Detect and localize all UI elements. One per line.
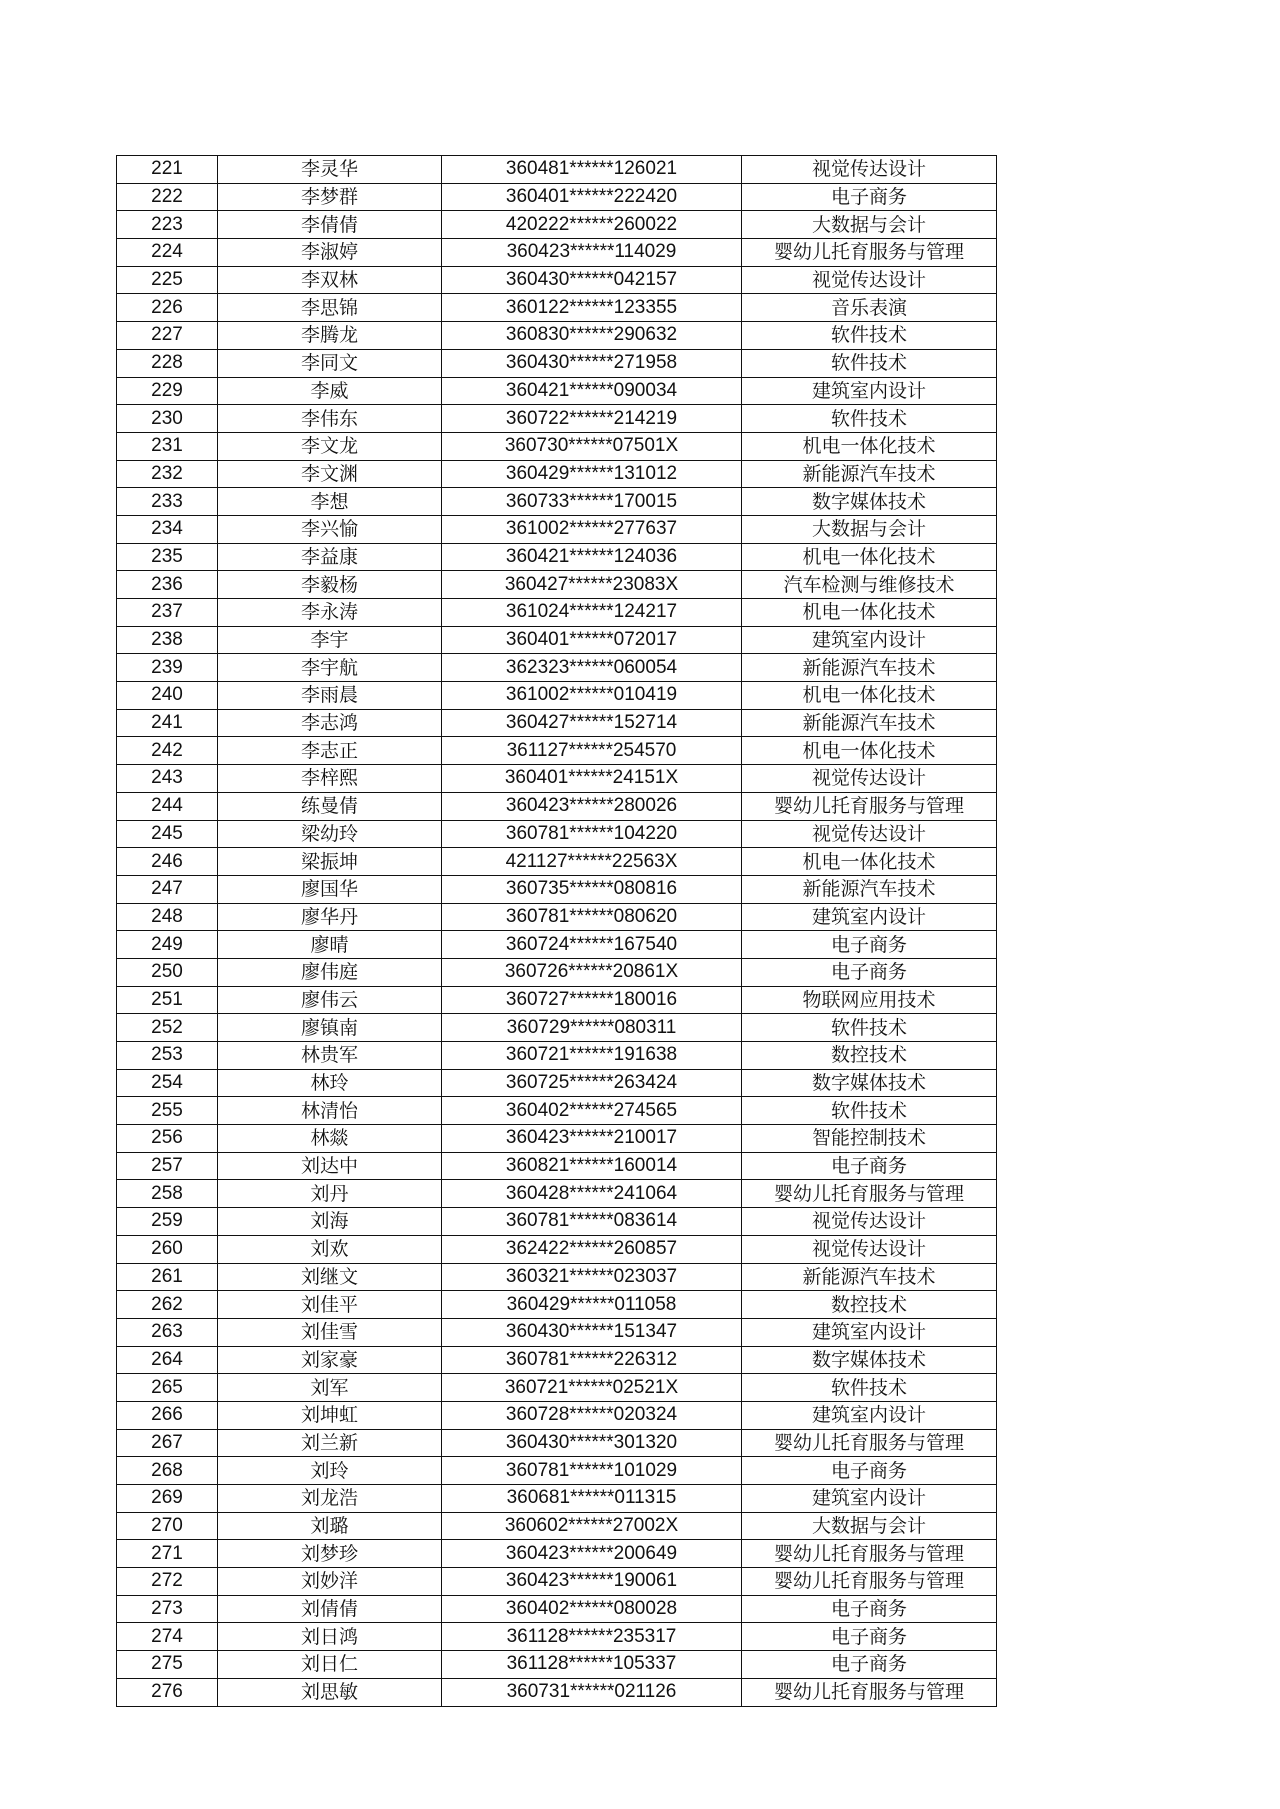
student-name-cell: 刘璐: [218, 1512, 442, 1540]
id-number-cell: 360428******241064: [442, 1180, 742, 1208]
table-row: [117, 1623, 997, 1651]
id-number-cell: 360430******151347: [442, 1318, 742, 1346]
major-cell: 大数据与会计: [742, 515, 997, 543]
table-row: [117, 515, 997, 543]
table-row: [117, 1595, 997, 1623]
row-number-cell: 224: [117, 239, 218, 267]
row-number-cell: 223: [117, 211, 218, 239]
table-row: [117, 1678, 997, 1706]
row-number-cell: 266: [117, 1401, 218, 1429]
table-row: [117, 405, 997, 433]
table-row: [117, 1208, 997, 1236]
student-name-cell: 李淑婷: [218, 239, 442, 267]
table-row: [117, 709, 997, 737]
id-number-cell: 360427******152714: [442, 709, 742, 737]
row-number-cell: 231: [117, 432, 218, 460]
table-row: [117, 1042, 997, 1070]
table-row: [117, 349, 997, 377]
student-name-cell: 李文渊: [218, 460, 442, 488]
table-row: [117, 239, 997, 267]
student-name-cell: 李灵华: [218, 156, 442, 184]
id-number-cell: 360781******226312: [442, 1346, 742, 1374]
major-cell: 软件技术: [742, 349, 997, 377]
row-number-cell: 255: [117, 1097, 218, 1125]
id-number-cell: 360725******263424: [442, 1069, 742, 1097]
table-row: [117, 1457, 997, 1485]
row-number-cell: 244: [117, 792, 218, 820]
student-name-cell: 刘欢: [218, 1235, 442, 1263]
id-number-cell: 360421******090034: [442, 377, 742, 405]
student-name-cell: 李想: [218, 488, 442, 516]
row-number-cell: 238: [117, 626, 218, 654]
id-number-cell: 420222******260022: [442, 211, 742, 239]
table-row: [117, 1346, 997, 1374]
table-row: [117, 488, 997, 516]
table-row: [117, 682, 997, 710]
table-row: [117, 654, 997, 682]
student-name-cell: 刘达中: [218, 1152, 442, 1180]
major-cell: 新能源汽车技术: [742, 1263, 997, 1291]
student-name-cell: 李倩倩: [218, 211, 442, 239]
row-number-cell: 272: [117, 1568, 218, 1596]
id-number-cell: 360729******080311: [442, 1014, 742, 1042]
major-cell: 视觉传达设计: [742, 820, 997, 848]
student-name-cell: 李伟东: [218, 405, 442, 433]
id-number-cell: 361128******235317: [442, 1623, 742, 1651]
table-row: [117, 322, 997, 350]
row-number-cell: 258: [117, 1180, 218, 1208]
major-cell: 婴幼儿托育服务与管理: [742, 1429, 997, 1457]
row-number-cell: 257: [117, 1152, 218, 1180]
id-number-cell: 361002******277637: [442, 515, 742, 543]
table-row: [117, 1097, 997, 1125]
major-cell: 机电一体化技术: [742, 432, 997, 460]
major-cell: 新能源汽车技术: [742, 460, 997, 488]
row-number-cell: 275: [117, 1651, 218, 1679]
id-number-cell: 360726******20861X: [442, 958, 742, 986]
table-row: [117, 543, 997, 571]
student-name-cell: 李梓熙: [218, 765, 442, 793]
table-row: [117, 792, 997, 820]
student-name-cell: 廖晴: [218, 931, 442, 959]
student-list-table: [116, 155, 997, 1707]
major-cell: 电子商务: [742, 958, 997, 986]
major-cell: 数控技术: [742, 1291, 997, 1319]
table-row: [117, 599, 997, 627]
row-number-cell: 222: [117, 183, 218, 211]
row-number-cell: 246: [117, 848, 218, 876]
student-name-cell: 林贵军: [218, 1042, 442, 1070]
student-name-cell: 刘佳雪: [218, 1318, 442, 1346]
row-number-cell: 267: [117, 1429, 218, 1457]
row-number-cell: 226: [117, 294, 218, 322]
student-name-cell: 刘兰新: [218, 1429, 442, 1457]
major-cell: 视觉传达设计: [742, 1208, 997, 1236]
student-name-cell: 刘坤虹: [218, 1401, 442, 1429]
table-row: [117, 1180, 997, 1208]
student-name-cell: 李毅杨: [218, 571, 442, 599]
student-name-cell: 李腾龙: [218, 322, 442, 350]
id-number-cell: 360724******167540: [442, 931, 742, 959]
major-cell: 大数据与会计: [742, 211, 997, 239]
student-name-cell: 李雨晨: [218, 682, 442, 710]
row-number-cell: 259: [117, 1208, 218, 1236]
id-number-cell: 360681******011315: [442, 1485, 742, 1513]
table-row: [117, 1014, 997, 1042]
major-cell: 视觉传达设计: [742, 156, 997, 184]
student-name-cell: 刘玲: [218, 1457, 442, 1485]
table-row: [117, 1152, 997, 1180]
student-name-cell: 刘倩倩: [218, 1595, 442, 1623]
table-row: [117, 986, 997, 1014]
major-cell: 视觉传达设计: [742, 765, 997, 793]
major-cell: 电子商务: [742, 1152, 997, 1180]
id-number-cell: 360429******011058: [442, 1291, 742, 1319]
table-row: [117, 211, 997, 239]
row-number-cell: 263: [117, 1318, 218, 1346]
student-name-cell: 梁振坤: [218, 848, 442, 876]
row-number-cell: 269: [117, 1485, 218, 1513]
student-name-cell: 刘丹: [218, 1180, 442, 1208]
row-number-cell: 256: [117, 1125, 218, 1153]
major-cell: 电子商务: [742, 1457, 997, 1485]
table-row: [117, 1485, 997, 1513]
row-number-cell: 248: [117, 903, 218, 931]
major-cell: 视觉传达设计: [742, 266, 997, 294]
student-name-cell: 刘海: [218, 1208, 442, 1236]
student-name-cell: 林燚: [218, 1125, 442, 1153]
row-number-cell: 241: [117, 709, 218, 737]
table-row: [117, 1069, 997, 1097]
row-number-cell: 250: [117, 958, 218, 986]
major-cell: 电子商务: [742, 183, 997, 211]
id-number-cell: 361002******010419: [442, 682, 742, 710]
student-name-cell: 李威: [218, 377, 442, 405]
student-name-cell: 刘日仁: [218, 1651, 442, 1679]
table-row: [117, 294, 997, 322]
id-number-cell: 360781******104220: [442, 820, 742, 848]
table-row: [117, 848, 997, 876]
table-row: [117, 432, 997, 460]
row-number-cell: 225: [117, 266, 218, 294]
major-cell: 软件技术: [742, 1097, 997, 1125]
student-name-cell: 林玲: [218, 1069, 442, 1097]
student-name-cell: 刘继文: [218, 1263, 442, 1291]
id-number-cell: 360781******083614: [442, 1208, 742, 1236]
row-number-cell: 227: [117, 322, 218, 350]
row-number-cell: 232: [117, 460, 218, 488]
table-row: [117, 1318, 997, 1346]
major-cell: 大数据与会计: [742, 1512, 997, 1540]
table-row: [117, 571, 997, 599]
major-cell: 软件技术: [742, 405, 997, 433]
table-row: [117, 183, 997, 211]
row-number-cell: 239: [117, 654, 218, 682]
major-cell: 电子商务: [742, 1623, 997, 1651]
table-row: [117, 1235, 997, 1263]
id-number-cell: 360423******114029: [442, 239, 742, 267]
major-cell: 电子商务: [742, 1595, 997, 1623]
id-number-cell: 360421******124036: [442, 543, 742, 571]
row-number-cell: 253: [117, 1042, 218, 1070]
major-cell: 机电一体化技术: [742, 737, 997, 765]
row-number-cell: 236: [117, 571, 218, 599]
row-number-cell: 240: [117, 682, 218, 710]
id-number-cell: 360727******180016: [442, 986, 742, 1014]
major-cell: 建筑室内设计: [742, 1401, 997, 1429]
id-number-cell: 360429******131012: [442, 460, 742, 488]
id-number-cell: 360427******23083X: [442, 571, 742, 599]
table-row: [117, 1651, 997, 1679]
table-body: [117, 156, 997, 1707]
table-row: [117, 1291, 997, 1319]
major-cell: 婴幼儿托育服务与管理: [742, 792, 997, 820]
row-number-cell: 276: [117, 1678, 218, 1706]
table-row: [117, 460, 997, 488]
row-number-cell: 273: [117, 1595, 218, 1623]
student-name-cell: 林清怡: [218, 1097, 442, 1125]
id-number-cell: 360402******080028: [442, 1595, 742, 1623]
table-row: [117, 737, 997, 765]
id-number-cell: 360781******080620: [442, 903, 742, 931]
row-number-cell: 268: [117, 1457, 218, 1485]
row-number-cell: 228: [117, 349, 218, 377]
major-cell: 建筑室内设计: [742, 1485, 997, 1513]
id-number-cell: 360735******080816: [442, 875, 742, 903]
student-name-cell: 刘思敏: [218, 1678, 442, 1706]
student-name-cell: 李双林: [218, 266, 442, 294]
table-row: [117, 266, 997, 294]
student-name-cell: 刘梦珍: [218, 1540, 442, 1568]
major-cell: 音乐表演: [742, 294, 997, 322]
student-name-cell: 廖伟云: [218, 986, 442, 1014]
major-cell: 智能控制技术: [742, 1125, 997, 1153]
id-number-cell: 421127******22563X: [442, 848, 742, 876]
major-cell: 婴幼儿托育服务与管理: [742, 1568, 997, 1596]
major-cell: 汽车检测与维修技术: [742, 571, 997, 599]
student-name-cell: 李梦群: [218, 183, 442, 211]
table-row: [117, 1374, 997, 1402]
major-cell: 电子商务: [742, 931, 997, 959]
major-cell: 机电一体化技术: [742, 682, 997, 710]
table-row: [117, 931, 997, 959]
id-number-cell: 360321******023037: [442, 1263, 742, 1291]
id-number-cell: 362422******260857: [442, 1235, 742, 1263]
table-row: [117, 1401, 997, 1429]
table-row: [117, 377, 997, 405]
row-number-cell: 229: [117, 377, 218, 405]
row-number-cell: 274: [117, 1623, 218, 1651]
row-number-cell: 264: [117, 1346, 218, 1374]
id-number-cell: 360423******210017: [442, 1125, 742, 1153]
id-number-cell: 360781******101029: [442, 1457, 742, 1485]
id-number-cell: 360602******27002X: [442, 1512, 742, 1540]
row-number-cell: 261: [117, 1263, 218, 1291]
major-cell: 软件技术: [742, 1374, 997, 1402]
id-number-cell: 360423******190061: [442, 1568, 742, 1596]
id-number-cell: 361127******254570: [442, 737, 742, 765]
major-cell: 视觉传达设计: [742, 1235, 997, 1263]
id-number-cell: 360430******271958: [442, 349, 742, 377]
row-number-cell: 234: [117, 515, 218, 543]
id-number-cell: 360731******021126: [442, 1678, 742, 1706]
id-number-cell: 360401******222420: [442, 183, 742, 211]
row-number-cell: 245: [117, 820, 218, 848]
major-cell: 建筑室内设计: [742, 1318, 997, 1346]
major-cell: 软件技术: [742, 322, 997, 350]
student-name-cell: 李宇: [218, 626, 442, 654]
student-name-cell: 廖华丹: [218, 903, 442, 931]
row-number-cell: 221: [117, 156, 218, 184]
major-cell: 数字媒体技术: [742, 1069, 997, 1097]
major-cell: 机电一体化技术: [742, 848, 997, 876]
student-name-cell: 刘龙浩: [218, 1485, 442, 1513]
student-name-cell: 刘军: [218, 1374, 442, 1402]
student-name-cell: 刘妙洋: [218, 1568, 442, 1596]
id-number-cell: 360401******072017: [442, 626, 742, 654]
id-number-cell: 360721******191638: [442, 1042, 742, 1070]
id-number-cell: 360122******123355: [442, 294, 742, 322]
id-number-cell: 360730******07501X: [442, 432, 742, 460]
student-name-cell: 刘日鸿: [218, 1623, 442, 1651]
table-row: [117, 1429, 997, 1457]
major-cell: 建筑室内设计: [742, 903, 997, 931]
id-number-cell: 360721******02521X: [442, 1374, 742, 1402]
student-name-cell: 梁幼玲: [218, 820, 442, 848]
table-row: [117, 958, 997, 986]
student-name-cell: 李文龙: [218, 432, 442, 460]
student-name-cell: 练曼倩: [218, 792, 442, 820]
student-name-cell: 廖伟庭: [218, 958, 442, 986]
student-name-cell: 李宇航: [218, 654, 442, 682]
table-row: [117, 903, 997, 931]
student-name-cell: 廖镇南: [218, 1014, 442, 1042]
row-number-cell: 249: [117, 931, 218, 959]
table-row: [117, 626, 997, 654]
student-name-cell: 刘佳平: [218, 1291, 442, 1319]
student-name-cell: 廖国华: [218, 875, 442, 903]
id-number-cell: 360423******280026: [442, 792, 742, 820]
student-name-cell: 李志鸿: [218, 709, 442, 737]
id-number-cell: 362323******060054: [442, 654, 742, 682]
id-number-cell: 361128******105337: [442, 1651, 742, 1679]
id-number-cell: 360430******042157: [442, 266, 742, 294]
row-number-cell: 243: [117, 765, 218, 793]
major-cell: 电子商务: [742, 1651, 997, 1679]
table-row: [117, 1568, 997, 1596]
major-cell: 物联网应用技术: [742, 986, 997, 1014]
major-cell: 机电一体化技术: [742, 599, 997, 627]
major-cell: 婴幼儿托育服务与管理: [742, 1540, 997, 1568]
row-number-cell: 247: [117, 875, 218, 903]
table-row: [117, 1263, 997, 1291]
id-number-cell: 360402******274565: [442, 1097, 742, 1125]
major-cell: 婴幼儿托育服务与管理: [742, 1180, 997, 1208]
id-number-cell: 360830******290632: [442, 322, 742, 350]
major-cell: 新能源汽车技术: [742, 654, 997, 682]
id-number-cell: 360733******170015: [442, 488, 742, 516]
row-number-cell: 252: [117, 1014, 218, 1042]
major-cell: 数控技术: [742, 1042, 997, 1070]
id-number-cell: 360728******020324: [442, 1401, 742, 1429]
table-row: [117, 875, 997, 903]
table-row: [117, 156, 997, 184]
id-number-cell: 360821******160014: [442, 1152, 742, 1180]
id-number-cell: 360481******126021: [442, 156, 742, 184]
id-number-cell: 361024******124217: [442, 599, 742, 627]
student-name-cell: 李同文: [218, 349, 442, 377]
major-cell: 婴幼儿托育服务与管理: [742, 1678, 997, 1706]
id-number-cell: 360401******24151X: [442, 765, 742, 793]
row-number-cell: 254: [117, 1069, 218, 1097]
row-number-cell: 251: [117, 986, 218, 1014]
major-cell: 数字媒体技术: [742, 488, 997, 516]
table-row: [117, 1512, 997, 1540]
student-name-cell: 李益康: [218, 543, 442, 571]
row-number-cell: 233: [117, 488, 218, 516]
student-name-cell: 李兴愉: [218, 515, 442, 543]
student-name-cell: 刘家豪: [218, 1346, 442, 1374]
major-cell: 数字媒体技术: [742, 1346, 997, 1374]
row-number-cell: 237: [117, 599, 218, 627]
row-number-cell: 271: [117, 1540, 218, 1568]
major-cell: 建筑室内设计: [742, 626, 997, 654]
major-cell: 软件技术: [742, 1014, 997, 1042]
major-cell: 建筑室内设计: [742, 377, 997, 405]
id-number-cell: 360722******214219: [442, 405, 742, 433]
row-number-cell: 235: [117, 543, 218, 571]
major-cell: 新能源汽车技术: [742, 709, 997, 737]
student-name-cell: 李永涛: [218, 599, 442, 627]
row-number-cell: 230: [117, 405, 218, 433]
table-row: [117, 1540, 997, 1568]
table-row: [117, 820, 997, 848]
table-row: [117, 765, 997, 793]
major-cell: 机电一体化技术: [742, 543, 997, 571]
student-name-cell: 李志正: [218, 737, 442, 765]
row-number-cell: 260: [117, 1235, 218, 1263]
student-name-cell: 李思锦: [218, 294, 442, 322]
id-number-cell: 360430******301320: [442, 1429, 742, 1457]
major-cell: 新能源汽车技术: [742, 875, 997, 903]
row-number-cell: 265: [117, 1374, 218, 1402]
id-number-cell: 360423******200649: [442, 1540, 742, 1568]
row-number-cell: 242: [117, 737, 218, 765]
table-row: [117, 1125, 997, 1153]
major-cell: 婴幼儿托育服务与管理: [742, 239, 997, 267]
row-number-cell: 270: [117, 1512, 218, 1540]
row-number-cell: 262: [117, 1291, 218, 1319]
